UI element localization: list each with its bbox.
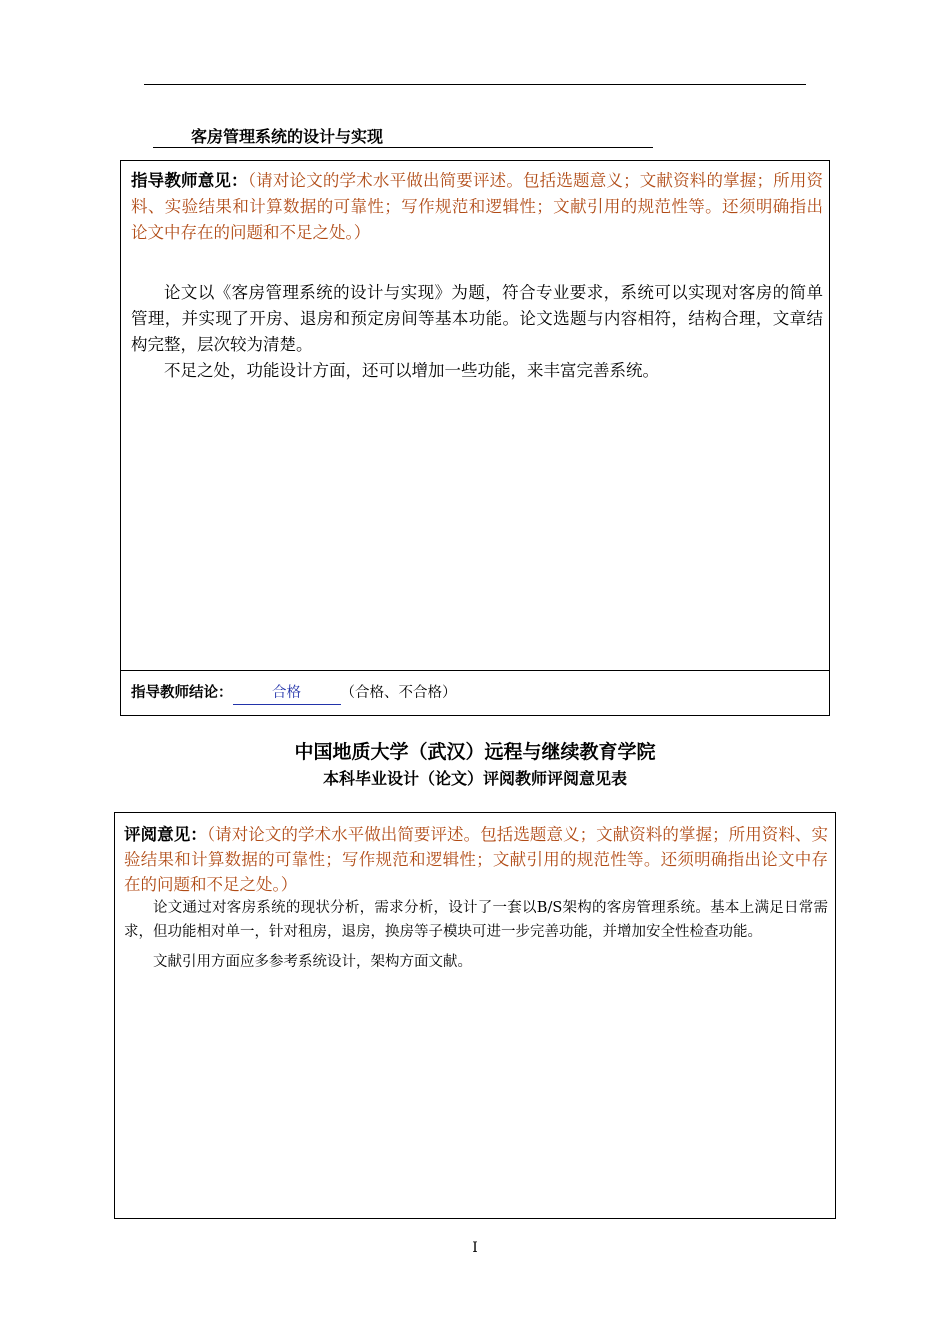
reviewer-paragraph: 文献引用方面应多参考系统设计，架构方面文献。 [153, 954, 472, 970]
advisor-opinion-prompt [131, 168, 823, 246]
advisor-box-divider [121, 670, 829, 671]
thesis-title [153, 126, 653, 148]
advisor-conclusion-options: （合格、不合格） [340, 685, 457, 701]
advisor-paragraph: 不足之处，功能设计方面，还可以增加一些功能，来丰富完善系统。 [164, 361, 659, 380]
reviewer-opinion-body [124, 896, 828, 980]
reviewer-paragraph: 论文通过对客房系统的现状分析，需求分析，设计了一套以B/S架构的客房管理系统。基本上满足日常需求，但功能相对单一，针对租房，退房，换房等子模块可进一步完善功能，并增加安全性检查功能。 [124, 900, 828, 940]
form-title: 本科毕业设计（论文）评阅教师评阅意见表 [322, 769, 627, 788]
advisor-opinion-body [131, 280, 823, 384]
reviewer-opinion-prompt [124, 822, 828, 897]
institution-heading: 中国地质大学（武汉）远程与继续教育学院 [294, 741, 656, 763]
thesis-title-text: 客房管理系统的设计与实现 [191, 127, 384, 146]
advisor-conclusion-row [131, 682, 823, 705]
header-rule [144, 84, 806, 85]
page-number: I [472, 1240, 478, 1256]
advisor-conclusion-value: 合格 [233, 682, 341, 705]
advisor-opinion-label: 指导教师意见： [131, 171, 248, 190]
advisor-conclusion-label: 指导教师结论： [131, 685, 233, 701]
advisor-opinion-instructions: （请对论文的学术水平做出简要评述。包括选题意义；文献资料的掌握；所用资料、实验结果和计算数据的可靠性；写作规范和逻辑性；文献引用的规范性等。还须明确指出论文中存在的问题和不足之处。） [131, 171, 824, 242]
reviewer-opinion-instructions: （请对论文的学术水平做出简要评述。包括选题意义；文献资料的掌握；所用资料、实验结果和计算数据的可靠性；写作规范和逻辑性；文献引用的规范性等。还须明确指出论文中存在的问题和不足之处。） [124, 825, 829, 894]
reviewer-opinion-label: 评阅意见： [124, 825, 207, 844]
advisor-paragraph: 论文以《客房管理系统的设计与实现》为题，符合专业要求，系统可以实现对客房的简单管理，并实现了开房、退房和预定房间等基本功能。论文选题与内容相符，结构合理，文章结构完整，层次较为清楚。 [131, 283, 823, 354]
